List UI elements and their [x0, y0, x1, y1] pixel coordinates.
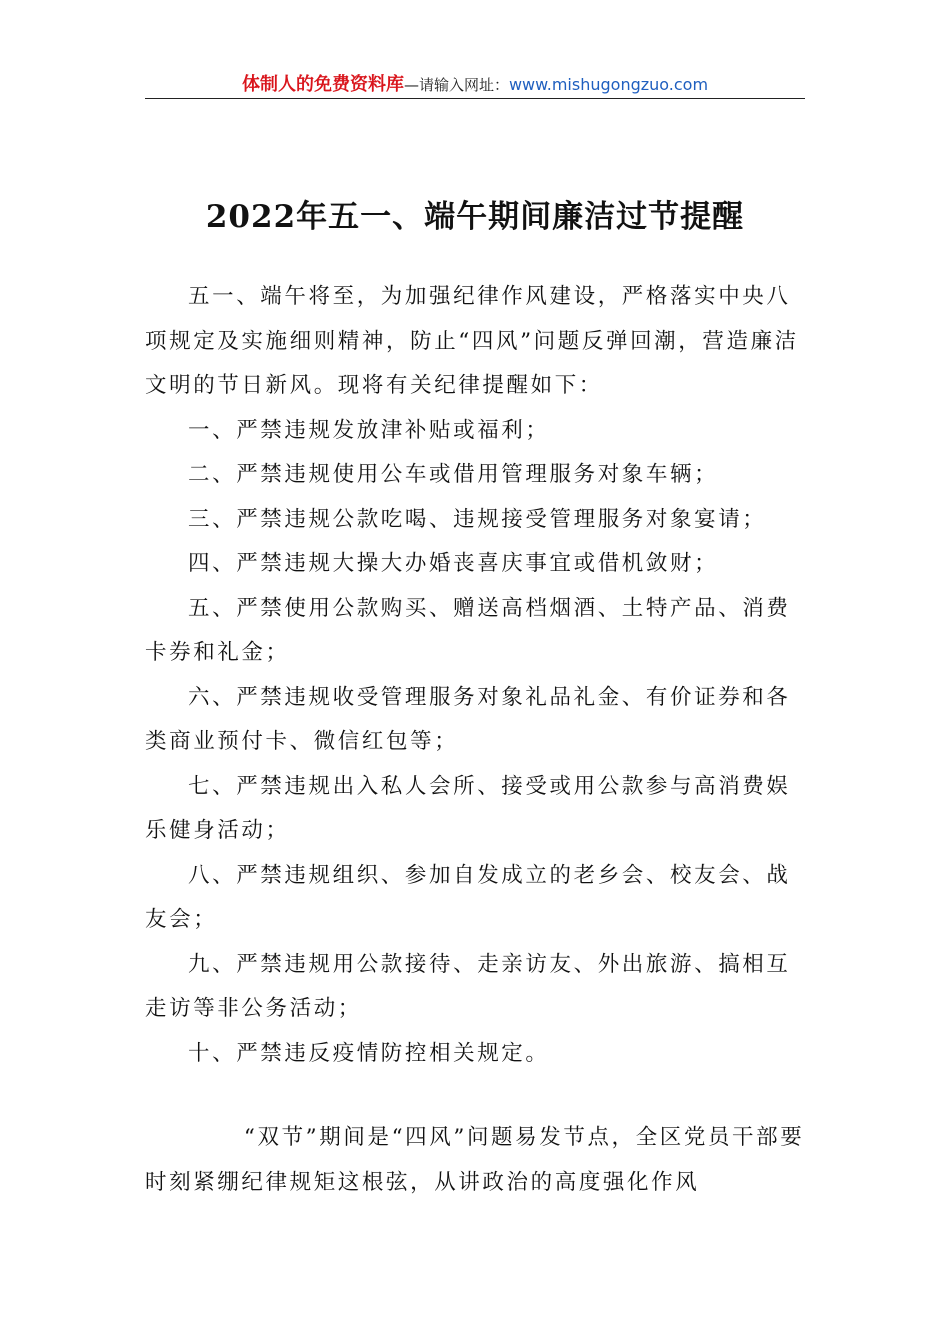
site-url-link[interactable]: www.mishugongzuo.com	[508, 75, 709, 94]
rule-item-5: 五、严禁使用公款购买、赠送高档烟酒、土特产品、消费卡券和礼金；	[145, 595, 791, 665]
rule-item-4: 四、严禁违规大操大办婚丧喜庆事宜或借机敛财；	[188, 551, 719, 576]
document-body	[145, 275, 807, 1205]
url-prompt: —请输入网址：	[403, 76, 509, 94]
rule-item-1: 一、严禁违规发放津补贴或福利；	[188, 417, 550, 443]
closing-paragraph: “双节”期间是“四风”问题易发节点，全区党员干部要时刻紧绷纪律规矩这根弦，从讲政治的高度强化作风	[145, 1125, 805, 1195]
site-header	[145, 70, 805, 98]
rule-item-3: 三、严禁违规公款吃喝、违规接受管理服务对象宴请；	[188, 506, 767, 532]
rule-item-6: 六、严禁违规收受管理服务对象礼品礼金、有价证券和各类商业预付卡、微信红包等；	[145, 684, 791, 754]
rule-item-2: 二、严禁违规使用公车或借用管理服务对象车辆；	[188, 462, 719, 487]
rule-item-8: 八、严禁违规组织、参加自发成立的老乡会、校友会、战友会；	[145, 862, 791, 932]
rule-item-7: 七、严禁违规出入私人会所、接受或用公款参与高消费娱乐健身活动；	[145, 773, 791, 843]
intro-paragraph: 五一、端午将至，为加强纪律作风建设，严格落实中央八项规定及实施细则精神，防止“四风”问题反弹回潮，营造廉洁文明的节日新风。现将有关纪律提醒如下：	[145, 284, 799, 398]
document-title: 2022年五一、端午期间廉洁过节提醒	[205, 198, 745, 235]
rule-item-10: 十、严禁违反疫情防控相关规定。	[188, 1040, 550, 1066]
site-brand: 体制人的免费资料库	[241, 74, 404, 95]
rule-item-9: 九、严禁违规用公款接待、走亲访友、外出旅游、搞相互走访等非公务活动；	[145, 951, 791, 1021]
header-divider	[145, 98, 805, 99]
